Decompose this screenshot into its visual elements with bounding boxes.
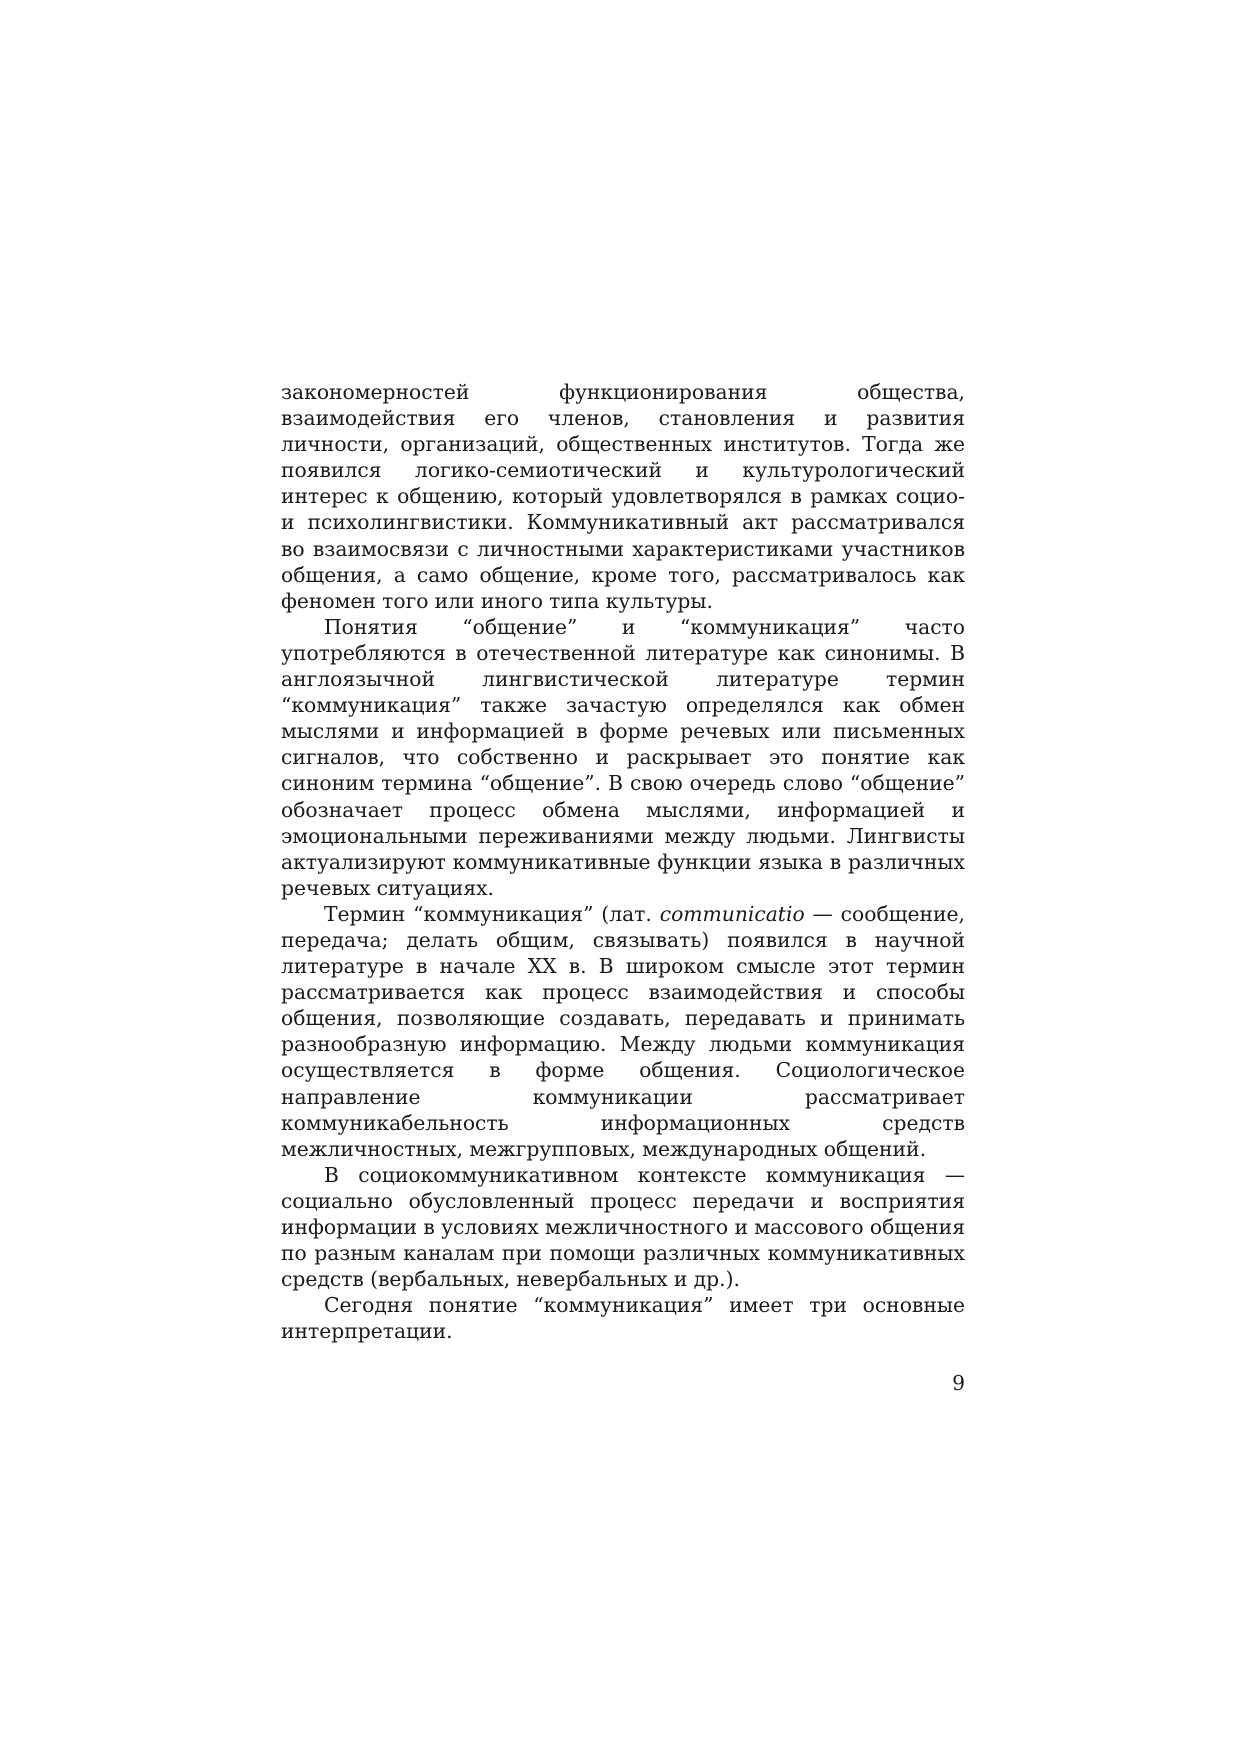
paragraph-1: закономерностей функционирования общества, взаимодействия его членов, становления и развития личности, организаций, общественных институтов. Тогда же появился логико-семиотический и культурологический интерес к общению, который удовлетворялся в рамках социо- и психолингвистики. Коммуникативный акт рассматривался во взаимосвязи с личностными характеристиками участников общения, а само общение, кроме того, рассматривалось как феномен того или иного типа культуры. [281,380,965,613]
paragraph-4: В социокоммуникативном контексте коммуникация — социально обусловленный процесс передачи и восприятия информации в условиях межличностного и массового общения по разным каналам при помощи различных коммуникативных средств (вербальных, невербальных и др.). [281,1162,965,1292]
paragraph-5: Сегодня понятие “коммуникация” имеет три основные интерпретации. [281,1293,965,1344]
paragraph-3-end: — сообщение, передача; делать общим, связывать) появился в научной литературе в начале XX в. В широком смысле этот термин рассматривается как процесс взаимодействия и способы общения, позволяющие создавать, передавать и принимать разнообразную информацию. Между людьми коммуникация осуществляется в форме общения. Социологическое направление коммуникации рассматривает коммуникабельность информационных средств межличностных, межгрупповых, международных общений. [281,901,965,1161]
page-number: 9 [952,1371,965,1395]
paragraph-3-start: Термин “коммуникация” (лат. [324,901,660,926]
paragraph-2: Понятия “общение” и “коммуникация” часто употребляются в отечественной литературе как синонимы. В англоязычной лингвистической литературе термин “коммуникация” также зачастую определялся как обмен мыслями и информацией в форме речевых или письменных сигналов, что собственно и раскрывает это понятие как синоним термина “общение”. В свою очередь слово “общение” обозначает процесс обмена мыслями, информацией и эмоциональными переживаниями между людьми. Лингвисты актуализируют коммуникативные функции языка в различных речевых ситуациях. [281,614,965,900]
paragraph-3 [281,901,965,1162]
latin-term: communicatio [659,901,805,926]
body-text [281,379,965,1344]
